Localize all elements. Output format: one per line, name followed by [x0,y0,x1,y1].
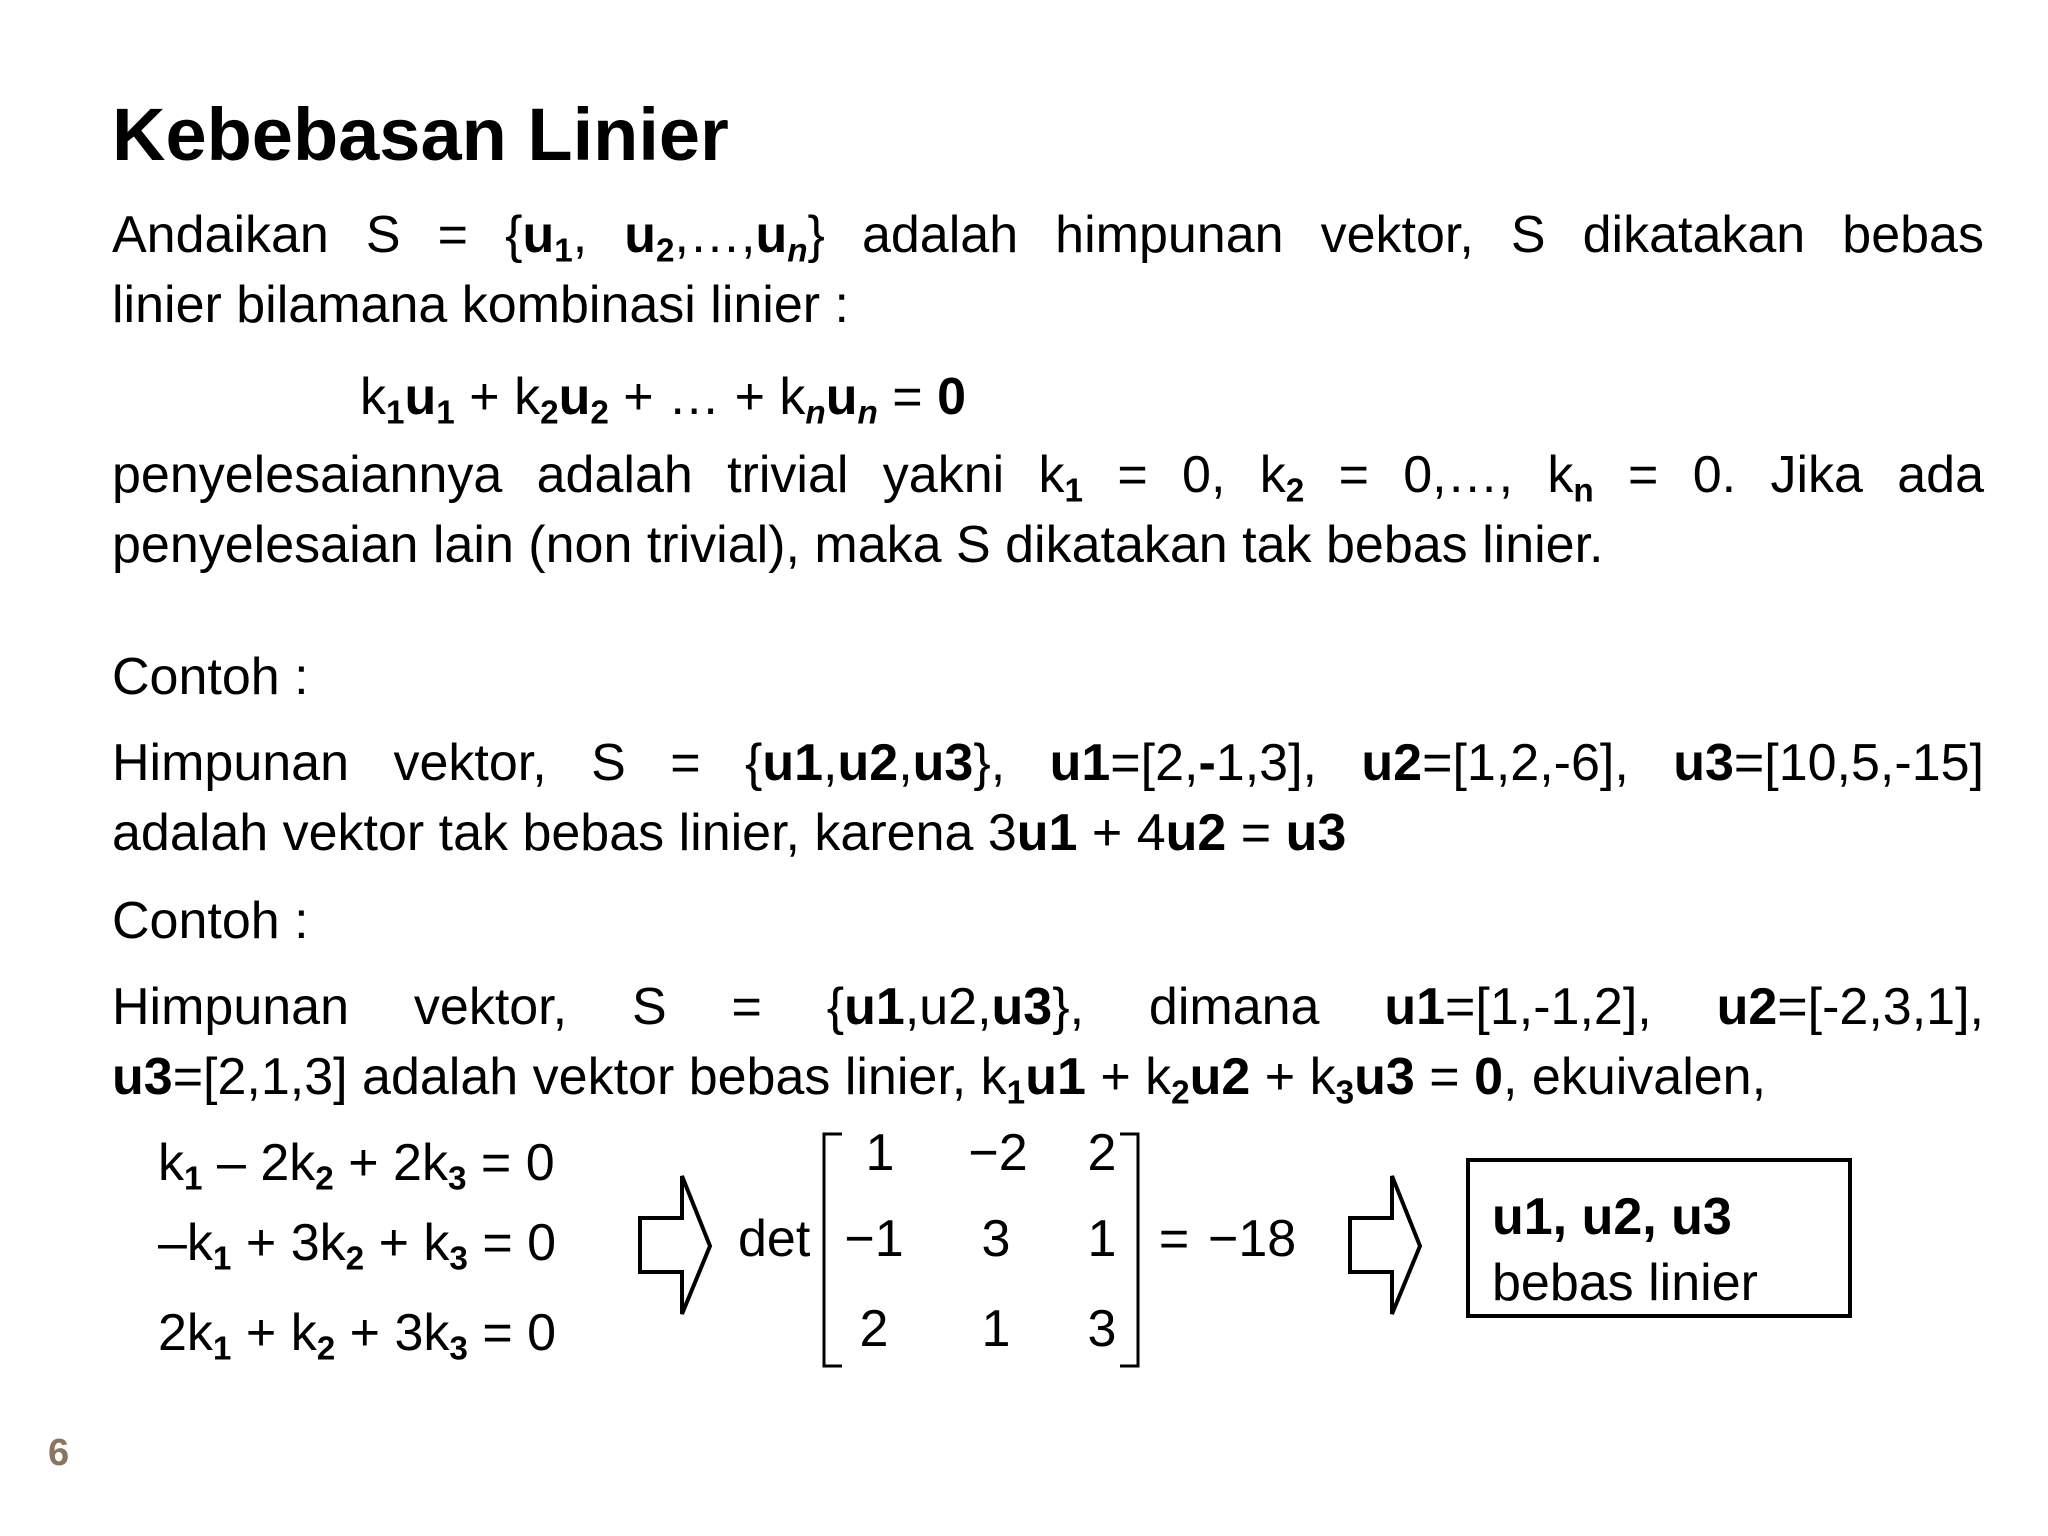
definition-line-3: penyelesaiannya adalah trivial yakni $k_1 = 0$, $k_2$ = 0,…, $k_n = 0$. Jika ada [112,446,1984,510]
trivial-solution-paragraph [112,440,1984,580]
page-title: Kebebasan Linier [112,93,729,176]
definition-line-2: linier bilamana kombinasi linier : [112,276,849,334]
system-equation-2: $-k_1 + 3k_2 + k_3 = 0$ [158,1214,557,1278]
matrix-cell: 2 [859,1300,889,1358]
matrix-cell: −2 [968,1124,1028,1182]
matrix-left-bracket [824,1134,842,1366]
implies-arrow-icon [636,1168,716,1318]
system-equation-1: $k_1 - 2k_2 + 2k_3 = 0$ [158,1134,555,1198]
result-vectors: u1, u2, u3 [1492,1188,1732,1246]
page-number: 6 [48,1432,70,1474]
matrix-cell: 2 [1087,1124,1117,1182]
linear-combination-equation: $k_1u_1 + k_2u_2$ + … + $k_nu_n = 0$ [360,368,966,432]
result-label: bebas linier [1492,1254,1758,1312]
matrix-cell: 1 [981,1300,1011,1358]
definition-line-1: Andaikan $S = \{u_1$, $u_2,\dots,u_n$} adalah himpunan vektor, S dikatakan bebas [112,206,1984,270]
matrix-cell: 3 [1087,1300,1117,1358]
det-label: det [738,1210,811,1268]
definition-paragraph [112,200,1984,340]
example-1-line-2: adalah vektor tak bebas linier, karena 3u1 + 4u2 = u3 [112,804,1347,862]
matrix-cell: −1 [844,1210,904,1268]
system-equation-3: $2k_1 + k_2 + 3k_3 = 0$ [158,1304,557,1368]
matrix-cell: 1 [865,1124,895,1182]
result-box [1466,1158,1852,1318]
example-1-heading: Contoh : [112,648,309,706]
example-2-line-2: u3=[2,1,3] adalah vektor bebas linier, $k_1u1 + k_2u2 + k_3u3 = 0$, ekuivalen, [112,1048,1767,1112]
example-2-line-1: Himpunan vektor, S = {u1,u2,u3}, dimana u1=[1,-1,2], u2=[-2,3,1], [112,978,1984,1036]
example-1-paragraph [112,728,1984,868]
matrix-right-bracket [1120,1134,1138,1366]
determinant-result: −18 [1208,1210,1297,1268]
result-arrow-icon [1346,1168,1426,1318]
equals-sign: = [1158,1210,1190,1268]
definition-line-4: penyelesaian lain (non trivial), maka S dikatakan tak bebas linier. [112,516,1604,574]
example-2-paragraph [112,972,1984,1112]
matrix-cell: 3 [981,1210,1011,1268]
example-1-line-1: Himpunan vektor, S = {u1,u2,u3}, u1=[2,-1,3], u2=[1,2,-6], u3=[10,5,-15] [112,734,1984,792]
example-2-heading: Contoh : [112,892,309,950]
matrix-cell: 1 [1087,1210,1117,1268]
